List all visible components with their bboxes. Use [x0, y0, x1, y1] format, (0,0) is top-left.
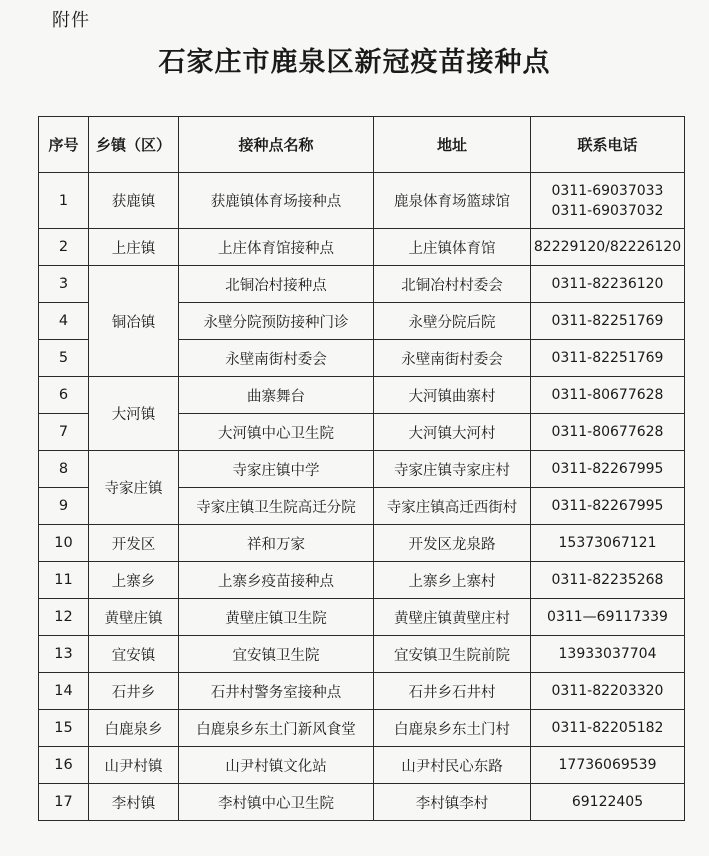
site-name-cell: 上庄体育馆接种点: [179, 229, 374, 266]
table-row: [39, 451, 685, 488]
phone-number: 0311—69117339: [547, 609, 668, 625]
town-cell: 开发区: [89, 525, 179, 562]
phone-number: 0311-82251769: [551, 350, 664, 366]
town-cell: 白鹿泉乡: [89, 710, 179, 747]
row-number-cell: 5: [39, 340, 89, 377]
town-cell: 石井乡: [89, 673, 179, 710]
table-row: [39, 710, 685, 747]
town-cell: 铜冶镇: [89, 266, 179, 377]
site-name-cell: 寺家庄镇卫生院高迁分院: [179, 488, 374, 525]
row-number-cell: 2: [39, 229, 89, 266]
column-header-site-name: 接种点名称: [179, 117, 374, 173]
phone-cell: [531, 562, 685, 599]
phone-number: 0311-82203320: [551, 683, 664, 699]
attachment-label: 附件: [52, 10, 90, 31]
row-number-cell: 11: [39, 562, 89, 599]
address-cell: 寺家庄镇高迁西街村: [374, 488, 531, 525]
address-cell: 黄壁庄镇黄壁庄村: [374, 599, 531, 636]
site-name-cell: 永壁南街村委会: [179, 340, 374, 377]
town-cell: 上庄镇: [89, 229, 179, 266]
row-number-cell: 8: [39, 451, 89, 488]
table-row: [39, 784, 685, 821]
address-cell: 山尹村民心东路: [374, 747, 531, 784]
address-cell: 大河镇曲寨村: [374, 377, 531, 414]
phone-cell: [531, 784, 685, 821]
phone-cell: [531, 303, 685, 340]
site-name-cell: 黄壁庄镇卫生院: [179, 599, 374, 636]
vaccination-sites-table: [38, 116, 685, 821]
column-header-phone: 联系电话: [531, 117, 685, 173]
phone-number: 0311-69037033: [551, 182, 664, 199]
town-cell: 李村镇: [89, 784, 179, 821]
row-number-cell: 13: [39, 636, 89, 673]
row-number-cell: 1: [39, 173, 89, 229]
site-name-cell: 寺家庄镇中学: [179, 451, 374, 488]
site-name-cell: 李村镇中心卫生院: [179, 784, 374, 821]
site-name-cell: 永壁分院预防接种门诊: [179, 303, 374, 340]
phone-number: 0311-82205182: [551, 720, 664, 736]
table-row: [39, 562, 685, 599]
table-row: [39, 747, 685, 784]
site-name-cell: 宜安镇卫生院: [179, 636, 374, 673]
phone-cell: [531, 377, 685, 414]
address-cell: 鹿泉体育场篮球馆: [374, 173, 531, 229]
table-header-row: [39, 117, 685, 173]
phone-cell: [531, 599, 685, 636]
site-name-cell: 大河镇中心卫生院: [179, 414, 374, 451]
row-number-cell: 9: [39, 488, 89, 525]
phone-cell: [531, 173, 685, 229]
address-cell: 永壁分院后院: [374, 303, 531, 340]
table-row: [39, 377, 685, 414]
row-number-cell: 15: [39, 710, 89, 747]
column-header-number: 序号: [39, 117, 89, 173]
column-header-address: 地址: [374, 117, 531, 173]
site-name-cell: 石井村警务室接种点: [179, 673, 374, 710]
column-header-town: 乡镇（区）: [89, 117, 179, 173]
site-name-cell: 白鹿泉乡东土门新风食堂: [179, 710, 374, 747]
site-name-cell: 北铜冶村接种点: [179, 266, 374, 303]
phone-number: 13933037704: [558, 646, 657, 662]
phone-cell: [531, 414, 685, 451]
phone-number: 15373067121: [558, 535, 657, 551]
address-cell: 大河镇大河村: [374, 414, 531, 451]
site-name-cell: 获鹿镇体育场接种点: [179, 173, 374, 229]
phone-cell: [531, 266, 685, 303]
phone-number: 69122405: [571, 794, 644, 810]
town-cell: 山尹村镇: [89, 747, 179, 784]
row-number-cell: 17: [39, 784, 89, 821]
table-row: [39, 525, 685, 562]
phone-cell: [531, 525, 685, 562]
phone-number: 0311-82235268: [551, 572, 664, 588]
phone-number: 0311-69037032: [551, 202, 664, 219]
site-name-cell: 曲寨舞台: [179, 377, 374, 414]
table-row: [39, 266, 685, 303]
phone-cell: [531, 488, 685, 525]
table-body: [39, 173, 685, 821]
row-number-cell: 16: [39, 747, 89, 784]
phone-cell: [531, 710, 685, 747]
phone-number: 17736069539: [558, 757, 657, 773]
address-cell: 永壁南街村委会: [374, 340, 531, 377]
table-row: [39, 229, 685, 266]
address-cell: 宜安镇卫生院前院: [374, 636, 531, 673]
phone-number: 0311-82267995: [551, 498, 664, 514]
site-name-cell: 山尹村镇文化站: [179, 747, 374, 784]
town-cell: 上寨乡: [89, 562, 179, 599]
phone-number: 0311-80677628: [551, 387, 664, 403]
table-row: [39, 173, 685, 229]
address-cell: 白鹿泉乡东土门村: [374, 710, 531, 747]
address-cell: 李村镇李村: [374, 784, 531, 821]
table-row: [39, 599, 685, 636]
town-cell: 获鹿镇: [89, 173, 179, 229]
phone-cell: [531, 747, 685, 784]
phone-cell: [531, 340, 685, 377]
row-number-cell: 14: [39, 673, 89, 710]
row-number-cell: 6: [39, 377, 89, 414]
phone-number: 82229120/82226120: [533, 239, 682, 255]
phone-cell: [531, 229, 685, 266]
phone-number: 0311-80677628: [551, 424, 664, 440]
address-cell: 北铜冶村村委会: [374, 266, 531, 303]
phone-number: 0311-82267995: [551, 461, 664, 477]
row-number-cell: 3: [39, 266, 89, 303]
document-title: 石家庄市鹿泉区新冠疫苗接种点: [158, 47, 551, 78]
row-number-cell: 10: [39, 525, 89, 562]
row-number-cell: 7: [39, 414, 89, 451]
table-row: [39, 636, 685, 673]
town-cell: 宜安镇: [89, 636, 179, 673]
address-cell: 石井乡石井村: [374, 673, 531, 710]
phone-cell: [531, 673, 685, 710]
town-cell: 大河镇: [89, 377, 179, 451]
address-cell: 寺家庄镇寺家庄村: [374, 451, 531, 488]
town-cell: 寺家庄镇: [89, 451, 179, 525]
table-row: [39, 673, 685, 710]
phone-cell: [531, 451, 685, 488]
site-name-cell: 上寨乡疫苗接种点: [179, 562, 374, 599]
phone-number: 0311-82236120: [551, 276, 664, 292]
phone-number: 0311-82251769: [551, 313, 664, 329]
town-cell: 黄壁庄镇: [89, 599, 179, 636]
address-cell: 开发区龙泉路: [374, 525, 531, 562]
site-name-cell: 祥和万家: [179, 525, 374, 562]
row-number-cell: 12: [39, 599, 89, 636]
phone-cell: [531, 636, 685, 673]
row-number-cell: 4: [39, 303, 89, 340]
address-cell: 上庄镇体育馆: [374, 229, 531, 266]
address-cell: 上寨乡上寨村: [374, 562, 531, 599]
